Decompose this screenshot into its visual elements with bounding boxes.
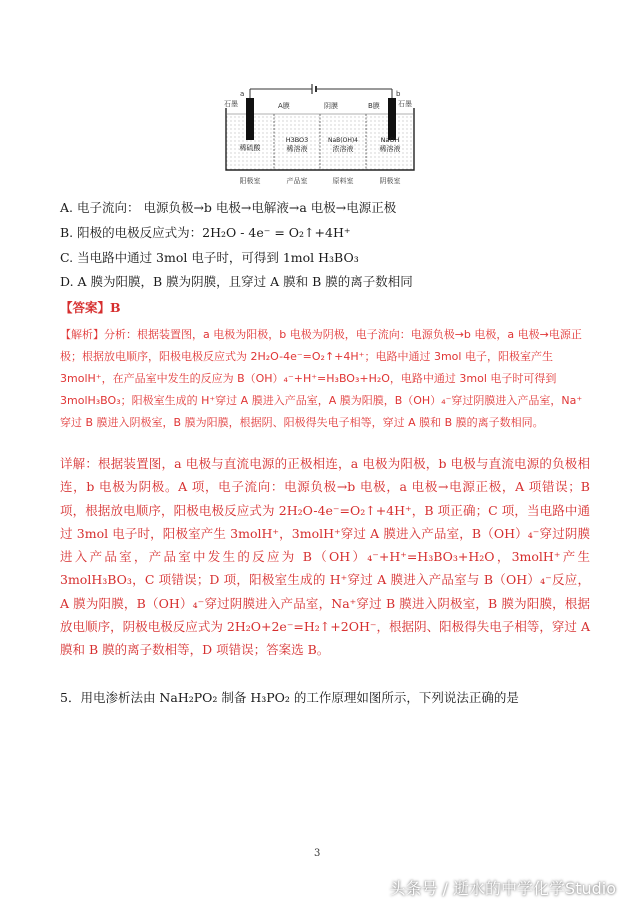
answer-heading: 【答案】B (60, 300, 121, 315)
detail-paragraph: 详解：根据装置图，a 电极与直流电源的正极相连，a 电极为阳极，b 电极与直流电源的负极相连，b 电极为阴极。A 项，电子流向：电源负极→b 电极，a 电极→电源正极，A 项错误；B 项，根据放电顺序，阳极电极反应式为 2H₂O-4e⁻=O₂↑+4H⁺，B 项正确；C 项，当电路中通过 3mol 电子时，阳极室产生 3molH⁺，3molH⁺穿过 A 膜进入产品室，B（OH）₄⁻穿过阴膜进入产品室，产品室中发生的反应为 B（OH）₄⁻+H⁺=H₃BO₃+H₂O，3molH⁺产生 3molH₃BO₃，C 项错误；D 项，阳极室生成的 H⁺穿过 A 膜进入产品室与 B（OH）₄⁻反应，A 膜为阳膜，B（OH）₄⁻穿过阴膜进入产品室，Na⁺穿过 B 膜进入阴极室，B 膜为阳膜，根据放电顺序，阴极电极反应式为 2H₂O+2e⁻=H₂↑+2OH⁻，根据阴、阳极得失电子相等，穿过 A 膜和 B 膜的离子数相等，D 项错误；答案选 B。 (60, 456, 590, 658)
graphite-left-label: 石墨 (224, 100, 238, 108)
option-a: A. 电子流向： 电源负极→b 电极→电解液→a 电极→电源正极 (60, 200, 397, 215)
room1-label: 阳极室 (239, 177, 261, 185)
sol3-line1: NaB(OH)4 (327, 137, 359, 144)
membrane-mid-label: 阴膜 (324, 102, 338, 110)
room3-label: 原料室 (332, 177, 354, 185)
electrolysis-cell-diagram (222, 84, 418, 188)
electrode-a-label: a (240, 90, 245, 98)
electrode-b-label: b (396, 90, 401, 98)
sol4-line2: 稀溶液 (379, 145, 401, 153)
room4-label: 阴极室 (379, 177, 401, 185)
membrane-a-label: A膜 (278, 102, 290, 110)
sol2-line2: 稀溶液 (286, 145, 308, 153)
option-b: B. 阳极的电极反应式为：2H₂O - 4e⁻ = O₂↑+4H⁺ (60, 225, 351, 240)
graphite-electrode-a (246, 98, 254, 140)
option-c: C. 当电路中通过 3mol 电子时，可得到 1mol H₃BO₃ (60, 250, 359, 265)
next-question: 5．用电渗析法由 NaH₂PO₂ 制备 H₃PO₂ 的工作原理如图所示，下列说法正确的是 (60, 690, 519, 705)
sol4-line1: NaOH (380, 136, 400, 144)
room2-label: 产品室 (286, 177, 308, 185)
membrane-b-label: B膜 (368, 102, 380, 110)
graphite-electrode-b (388, 98, 396, 140)
graphite-right-label: 石墨 (398, 100, 412, 108)
sol1-label: 稀硫酸 (239, 144, 261, 152)
sol3-line2: 浓溶液 (332, 145, 354, 153)
analysis-paragraph: 【解析】分析：根据装置图，a 电极为阳极，b 电极为阴极，电子流向：电源负极→b 电极，a 电极→电源正极；根据放电顺序，阳极电极反应式为 2H₂O-4e⁻=O₂↑+4H⁺；电路中通过 3mol 电子，阳极室产生 3molH⁺，在产品室中发生的反应为 B（OH）₄⁻+H⁺=H₃BO₃+H₂O，电路中通过 3mol 电子时可得到 3molH₃BO₃；阳极室生成的 H⁺穿过 A 膜进入产品室，A 膜为阳膜，B（OH）₄⁻穿过阴膜进入产品室，Na⁺穿过 B 膜进入阴极室，B 膜为阳膜，根据阴、阳极得失电子相等，穿过 A 膜和 B 膜的离子数相同。 (60, 328, 583, 429)
watermark: 头条号 / 逝水的中学化学Studio (389, 879, 616, 898)
page-number: 3 (314, 848, 321, 859)
sol2-line1: H3BO3 (285, 136, 309, 144)
option-d: D. A 膜为阳膜，B 膜为阴膜，且穿过 A 膜和 B 膜的离子数相同 (60, 274, 413, 289)
